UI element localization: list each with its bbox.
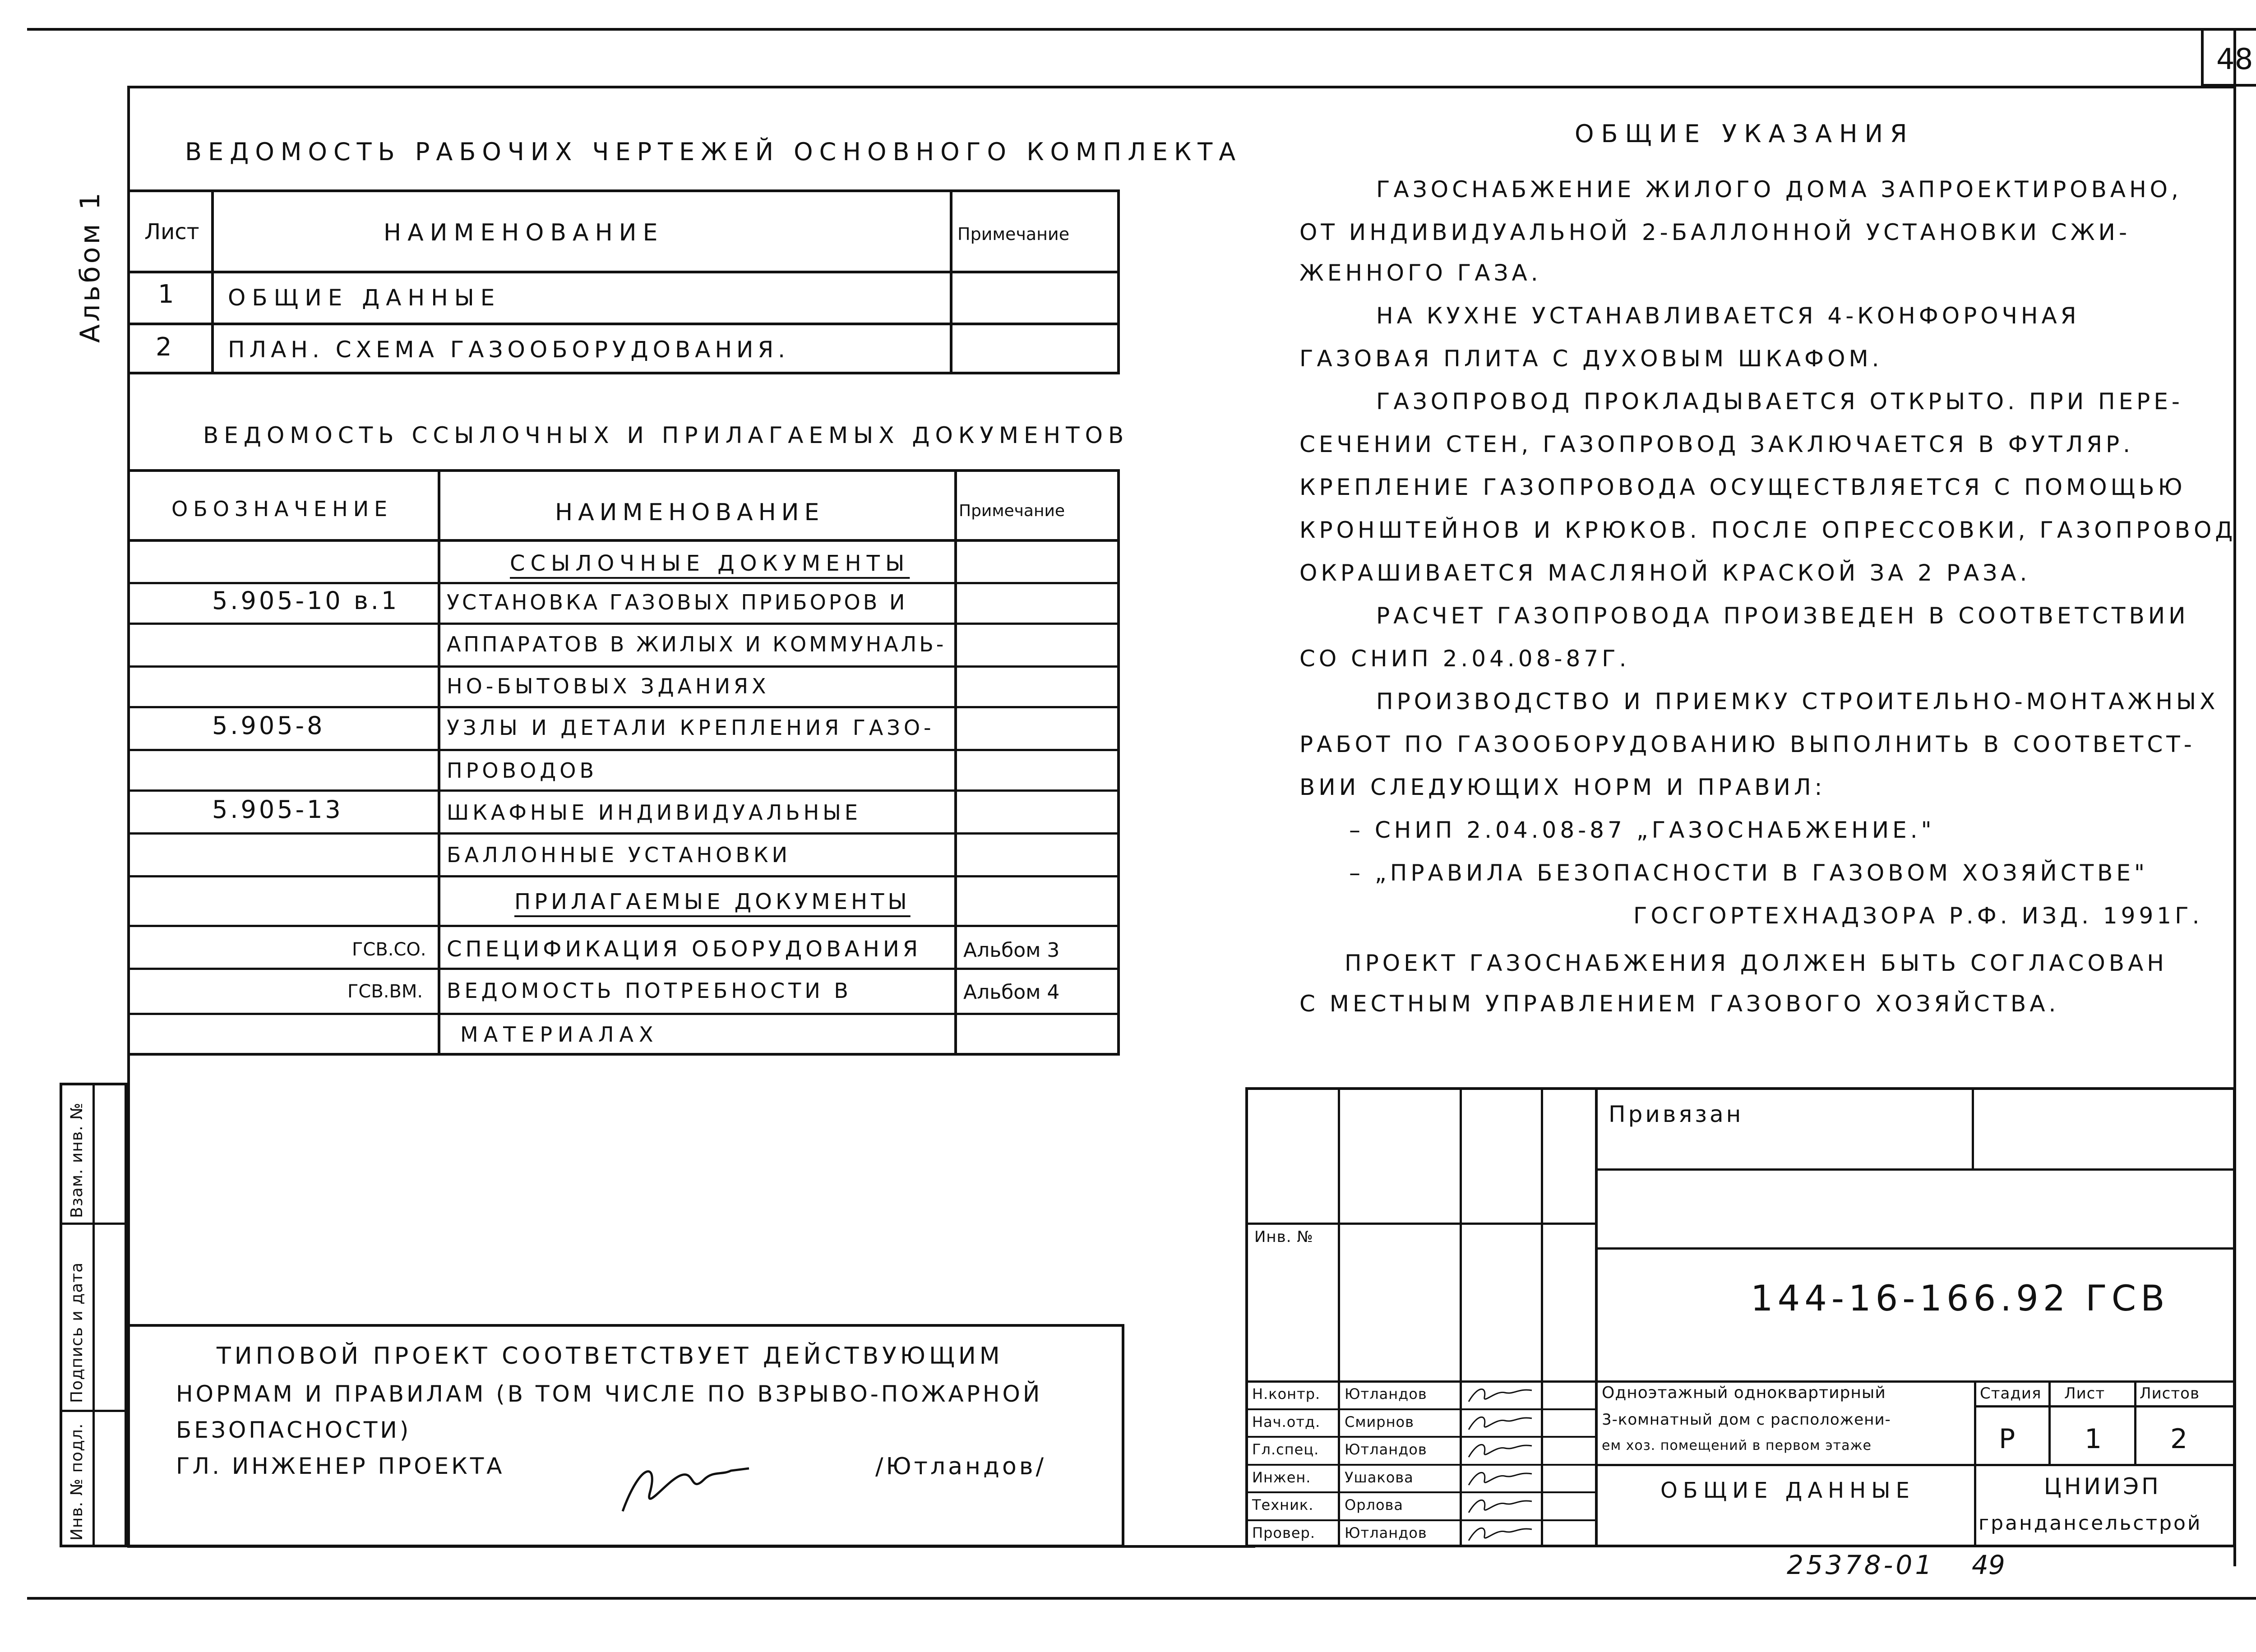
- tb-role-row-sep: [1245, 1380, 1595, 1382]
- wd-header-name: НАИМЕНОВАНИЕ: [384, 219, 664, 246]
- tb-role-row-sep: [1245, 1436, 1595, 1438]
- statement-line-1: ТИПОВОЙ ПРОЕКТ СООТВЕТСТВУЕТ ДЕЙСТВУЮЩИМ: [217, 1343, 1003, 1370]
- rd-section-attached: ПРИЛАГАЕМЫЕ ДОКУМЕНТЫ: [514, 889, 911, 914]
- tb-role-signature: [1464, 1437, 1541, 1463]
- side-stamp-vzam-inv: Взам. инв. №: [68, 1102, 86, 1218]
- rd-row-sep: [127, 789, 1120, 792]
- rd-row-8-note: Альбом 3: [963, 939, 1060, 962]
- rd-row-8-code: ГСВ.СО.: [352, 939, 426, 960]
- rd-row-8-name: СПЕЦИФИКАЦИЯ ОБОРУДОВАНИЯ: [447, 937, 922, 962]
- general-notes-line: ВИИ СЛЕДУЮЩИХ НОРМ И ПРАВИЛ:: [1299, 774, 1826, 800]
- tb-h-inv: [1245, 1223, 1595, 1225]
- rd-row-sep: [127, 968, 1120, 970]
- tb-vert-2: [1460, 1087, 1462, 1547]
- tb-designation: 144-16-166.92 ГСВ: [1751, 1278, 2169, 1319]
- tb-privyazan-sep: [1972, 1087, 1974, 1168]
- general-notes-line: – „ПРАВИЛА БЕЗОПАСНОСТИ В ГАЗОВОМ ХОЗЯЙСТВЕ": [1349, 860, 2149, 886]
- tb-org-line-1: ЦНИИЭП: [2044, 1473, 2161, 1500]
- side-stamp-sep-2: [60, 1410, 127, 1412]
- general-notes-line: РАБОТ ПО ГАЗООБОРУДОВАНИЮ ВЫПОЛНИТЬ В СООТВЕТСТ-: [1299, 731, 2196, 757]
- statement-line-2: НОРМАМ И ПРАВИЛАМ (В ТОМ ЧИСЛЕ ПО ВЗРЫВО-ПОЖАРНОЙ: [176, 1381, 1043, 1407]
- rd-header-code: ОБОЗНАЧЕНИЕ: [171, 497, 393, 521]
- rd-row-sep: [127, 706, 1120, 708]
- general-notes-line: ГАЗОСНАБЖЕНИЕ ЖИЛОГО ДОМА ЗАПРОЕКТИРОВАНО,: [1376, 176, 2182, 203]
- general-notes-line: ПРОИЗВОДСТВО И ПРИЕМКУ СТРОИТЕЛЬНО-МОНТАЖНЫХ: [1376, 688, 2219, 715]
- general-notes-line: ГАЗОПРОВОД ПРОКЛАДЫВАЕТСЯ ОТКРЫТО. ПРИ ПЕРЕ-: [1376, 388, 2183, 415]
- rd-row-4-name: УЗЛЫ И ДЕТАЛИ КРЕПЛЕНИЯ ГАЗО-: [447, 715, 935, 740]
- general-notes-line: ГАЗОВАЯ ПЛИТА С ДУХОВЫМ ШКАФОМ.: [1299, 346, 1883, 372]
- reference-docs-title: ВЕДОМОСТЬ ССЫЛОЧНЫХ И ПРИЛАГАЕМЫХ ДОКУМЕНТОВ: [203, 422, 1129, 448]
- rd-row-sep: [127, 832, 1120, 835]
- rd-header-sep: [127, 539, 1120, 542]
- rd-row-9-code: ГСВ.ВМ.: [347, 981, 423, 1002]
- working-drawings-title: ВЕДОМОСТЬ РАБОЧИХ ЧЕРТЕЖЕЙ ОСНОВНОГО КОМПЛЕКТА: [185, 138, 1242, 166]
- tb-role-signature: [1464, 1492, 1541, 1518]
- rd-row-3-name: НО-БЫТОВЫХ ЗДАНИЯХ: [447, 674, 770, 698]
- tb-role-label: Гл.спец.: [1252, 1441, 1319, 1458]
- general-notes-line: СО СНИП 2.04.08-87Г.: [1299, 646, 1630, 672]
- wd-row-2-sheet: 2: [156, 332, 172, 362]
- tb-role-signature: [1464, 1520, 1541, 1546]
- rd-row-9-note: Альбом 4: [963, 981, 1060, 1004]
- wd-header-sheet: Лист: [144, 219, 199, 245]
- general-notes-line: ОТ ИНДИВИДУАЛЬНОЙ 2-БАЛЛОННОЙ УСТАНОВКИ СЖИ-: [1299, 219, 2131, 245]
- rd-row-7-name: БАЛЛОННЫЕ УСТАНОВКИ: [447, 843, 791, 867]
- side-stamp-col: [92, 1083, 95, 1547]
- tb-role-row-sep: [1245, 1491, 1595, 1493]
- tb-role-signature: [1464, 1381, 1541, 1407]
- tb-vert-main: [1595, 1087, 1598, 1547]
- tb-sheet-name: ОБЩИЕ ДАННЫЕ: [1660, 1478, 1915, 1503]
- rd-row-10-name: МАТЕРИАЛАХ: [460, 1022, 659, 1047]
- tb-role-label: Н.контр.: [1252, 1385, 1321, 1403]
- tb-role-label: Инжен.: [1252, 1469, 1311, 1486]
- rd-row-4-code: 5.905-8: [212, 711, 325, 740]
- general-notes-line: – СНИП 2.04.08-87 „ГАЗОСНАБЖЕНИЕ.": [1349, 817, 1935, 843]
- frame-top: [127, 86, 2234, 88]
- general-notes-line: ОКРАШИВАЕТСЯ МАСЛЯНОЙ КРАСКОЙ ЗА 2 РАЗА.: [1299, 560, 2031, 586]
- tb-h-privyazan: [1595, 1168, 2236, 1171]
- wd-row-sep-1: [127, 271, 1120, 273]
- wd-row-1-name: ОБЩИЕ ДАННЫЕ: [228, 285, 501, 311]
- tb-role-name: Ютландов: [1345, 1524, 1427, 1541]
- general-notes-line: СЕЧЕНИИ СТЕН, ГАЗОПРОВОД ЗАКЛЮЧАЕТСЯ В ФУТЛЯР.: [1299, 431, 2134, 457]
- general-notes-line: НА КУХНЕ УСТАНАВЛИВАЕТСЯ 4-КОНФОРОЧНАЯ: [1376, 303, 2080, 329]
- general-notes-title: ОБЩИЕ УКАЗАНИЯ: [1575, 120, 1914, 148]
- rd-row-sep: [127, 623, 1120, 625]
- rd-row-sep: [127, 749, 1120, 751]
- tb-role-label: Нач.отд.: [1252, 1413, 1321, 1431]
- tb-sheet-label: Лист: [2064, 1384, 2105, 1403]
- tb-v-sheet: [2048, 1380, 2051, 1464]
- bottom-page: 49: [1972, 1550, 2005, 1580]
- rd-row-5-name: ПРОВОДОВ: [447, 758, 598, 783]
- tb-role-signature: [1464, 1465, 1541, 1491]
- wd-col-sep-2: [950, 189, 952, 374]
- tb-project-name-2: 3-комнатный дом с расположени-: [1602, 1411, 1891, 1429]
- side-stamp-sign-date: Подпись и дата: [68, 1262, 86, 1403]
- rd-row-1-name: УСТАНОВКА ГАЗОВЫХ ПРИБОРОВ И: [447, 590, 908, 614]
- tb-role-label: Техник.: [1252, 1496, 1314, 1514]
- tb-sheet: 1: [2085, 1423, 2102, 1455]
- rd-row-sep: [127, 925, 1120, 927]
- rd-row-sep: [127, 665, 1120, 668]
- tb-role-signature: [1464, 1409, 1541, 1435]
- tb-org-line-2: грандансельстрой: [1979, 1512, 2202, 1535]
- general-notes-line: КРЕПЛЕНИЕ ГАЗОПРОВОДА ОСУЩЕСТВЛЯЕТСЯ С ПОМОЩЬЮ: [1299, 474, 2186, 500]
- album-label: Альбом 1: [74, 190, 106, 343]
- general-notes-line: С МЕСТНЫМ УПРАВЛЕНИЕМ ГАЗОВОГО ХОЗЯЙСТВА.: [1299, 991, 2060, 1017]
- wd-header-note: Примечание: [957, 224, 1070, 244]
- rd-row-sep: [127, 582, 1120, 584]
- tb-stage-label: Стадия: [1980, 1384, 2042, 1403]
- general-notes-line: РАСЧЕТ ГАЗОПРОВОДА ПРОИЗВЕДЕН В СООТВЕТСТВИИ: [1376, 603, 2189, 629]
- bottom-border: [27, 1597, 2256, 1600]
- rd-row-1-code: 5.905-10 в.1: [212, 586, 400, 615]
- general-notes-line: ГОСГОРТЕХНАДЗОРА Р.Ф. ИЗД. 1991Г.: [1633, 903, 2203, 929]
- wd-row-sep-2: [127, 323, 1120, 325]
- rd-row-2-name: АППАРАТОВ В ЖИЛЫХ И КОММУНАЛЬ-: [447, 632, 947, 656]
- general-notes-line: ЖЕННОГО ГАЗА.: [1299, 260, 1542, 286]
- wd-col-sep-1: [211, 189, 214, 374]
- top-border: [27, 28, 2206, 31]
- chief-engineer-label: ГЛ. ИНЖЕНЕР ПРОЕКТА: [176, 1453, 505, 1479]
- wd-row-2-name: ПЛАН. СХЕМА ГАЗООБОРУДОВАНИЯ.: [228, 337, 790, 363]
- tb-project-name-3: ем хоз. помещений в первом этаже: [1602, 1438, 1872, 1454]
- chief-engineer-name: /Ютландов/: [875, 1453, 1046, 1480]
- rd-row-9-name: ВЕДОМОСТЬ ПОТРЕБНОСТИ В: [447, 978, 852, 1003]
- tb-h-designation: [1595, 1247, 2236, 1250]
- tb-v-sheets: [2134, 1380, 2136, 1464]
- tb-stage: Р: [1999, 1423, 2016, 1455]
- rd-header-name: НАИМЕНОВАНИЕ: [555, 499, 825, 526]
- tb-h-stage-hdr: [1974, 1405, 2236, 1407]
- general-notes-line: КРОНШТЕЙНОВ И КРЮКОВ. ПОСЛЕ ОПРЕССОВКИ, ГАЗОПРОВОД: [1299, 517, 2237, 543]
- rd-row-sep: [127, 1013, 1120, 1015]
- tb-role-name: Смирнов: [1345, 1413, 1414, 1431]
- tb-role-name: Ютландов: [1345, 1441, 1427, 1458]
- rd-header-note: Примечание: [959, 502, 1065, 520]
- tb-role-name: Ушакова: [1345, 1469, 1414, 1486]
- bottom-code: 25378-01: [1787, 1550, 1935, 1580]
- side-stamp-inv-podl: Инв. № подл.: [68, 1423, 86, 1541]
- tb-role-label: Провер.: [1252, 1524, 1315, 1541]
- tb-sheets: 2: [2170, 1423, 2188, 1455]
- tb-sheets-label: Листов: [2140, 1384, 2200, 1403]
- wd-row-1-sheet: 1: [158, 280, 174, 309]
- tb-privyazan: Привязан: [1609, 1101, 1744, 1127]
- tb-inv-no: Инв. №: [1254, 1228, 1313, 1246]
- tb-vert-3: [1541, 1087, 1543, 1547]
- statement-line-3: БЕЗОПАСНОСТИ): [176, 1417, 411, 1443]
- page-number: 48: [2216, 43, 2253, 76]
- side-stamp-sep-1: [60, 1223, 127, 1225]
- tb-project-name-1: Одноэтажный одноквартирный: [1602, 1384, 1886, 1402]
- tb-role-name: Ютландов: [1345, 1385, 1427, 1403]
- tb-role-row-sep: [1245, 1408, 1595, 1410]
- rd-row-6-code: 5.905-13: [212, 795, 343, 824]
- chief-engineer-signature: [614, 1444, 758, 1525]
- rd-section-reference: ССЫЛОЧНЫЕ ДОКУМЕНТЫ: [510, 551, 910, 576]
- rd-row-6-name: ШКАФНЫЕ ИНДИВИДУАЛЬНЫЕ: [447, 800, 861, 825]
- general-notes-line: ПРОЕКТ ГАЗОСНАБЖЕНИЯ ДОЛЖЕН БЫТЬ СОГЛАСОВАН: [1345, 950, 2168, 976]
- tb-vert-1: [1338, 1087, 1340, 1547]
- rd-row-sep: [127, 875, 1120, 877]
- tb-role-name: Орлова: [1345, 1496, 1403, 1514]
- tb-role-row-sep: [1245, 1464, 1595, 1466]
- tb-h-name: [1595, 1464, 2236, 1466]
- tb-role-row-sep: [1245, 1519, 1595, 1521]
